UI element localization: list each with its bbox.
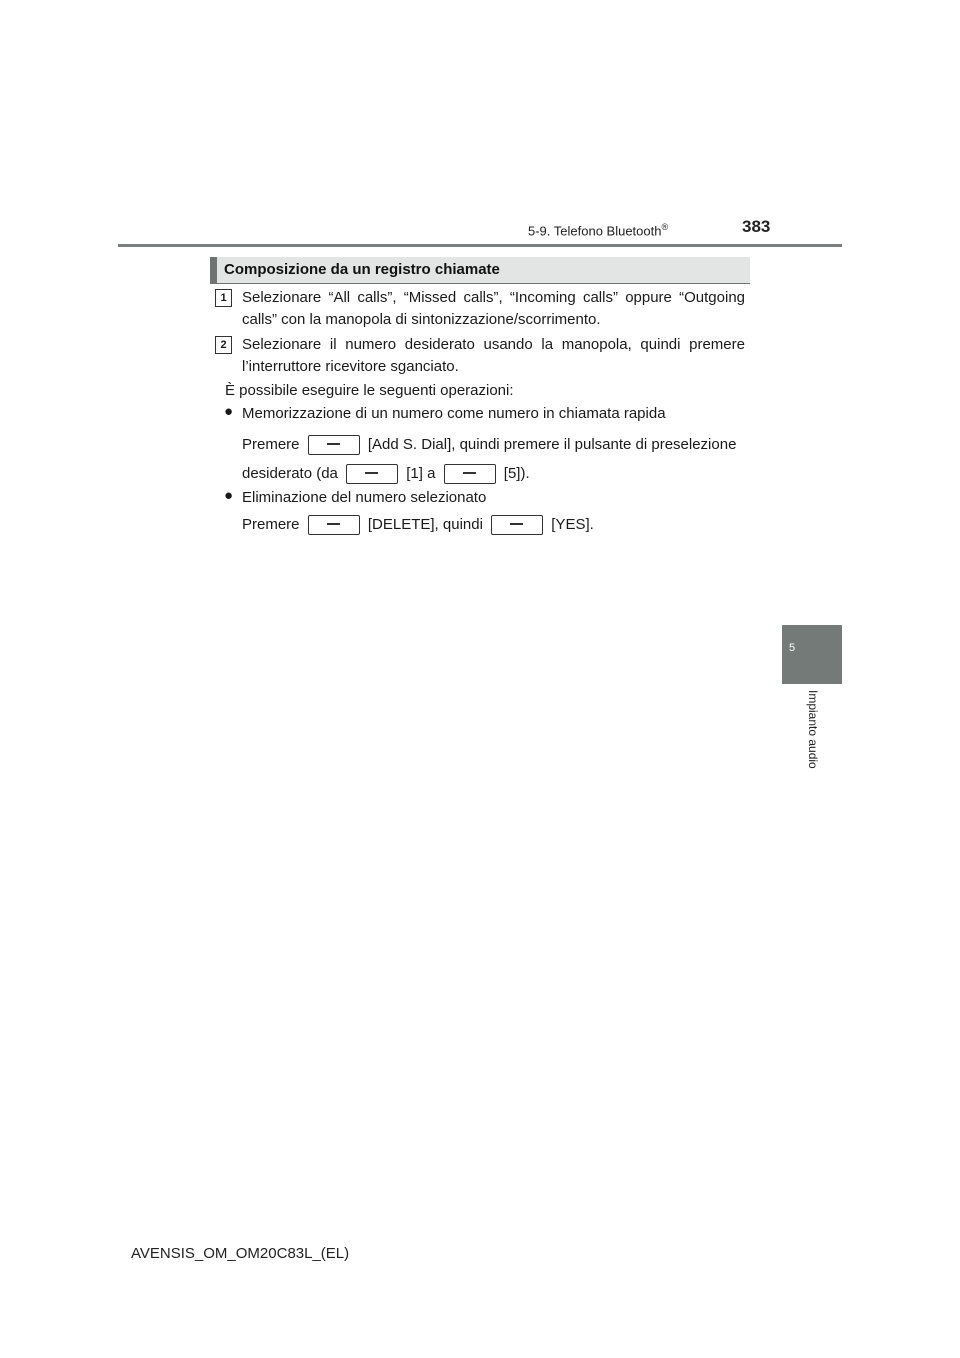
step-number-1: 1 [215,289,232,307]
step-text-1: Selezionare “All calls”, “Missed calls”, “Incoming calls” oppure “Outgoing calls” con la manopola di sintonizzazione/scorrimento. [242,289,745,328]
section-heading-accent [210,257,217,284]
chapter-tab [782,625,842,684]
instruction-text: [Add S. Dial], quindi premere il pulsante di preselezione [367,436,737,453]
step-text-2: Selezionare il numero desiderato usando la manopola, quindi premere l’interruttore ricevitore sganciato. [242,336,745,375]
bullet-title-1: Memorizzazione di un numero come numero in chiamata rapida [242,405,666,422]
instruction-text: Premere [242,436,300,453]
button-icon [444,464,496,484]
button-icon [308,515,360,535]
button-icon [491,515,543,535]
instruction-text: [DELETE], quindi [367,516,483,533]
instruction-text: [1] a [406,465,436,482]
chapter-number: 5 [788,642,796,654]
instruction-text: [YES]. [551,516,594,533]
instruction-text: desiderato (da [242,465,338,482]
section-title: Composizione da un registro chiamate [224,261,500,278]
intro-text: È possibile eseguire le seguenti operazioni: [225,382,514,399]
page-number: 383 [742,217,771,236]
bullet-title-2: Eliminazione del numero selezionato [242,489,487,506]
section-label: 5-9. Telefono Bluetooth [528,223,662,239]
instruction-text: Premere [242,516,300,533]
step-number-2: 2 [215,336,232,354]
instruction-line [242,434,736,456]
button-icon [308,435,360,455]
instruction-text: [5]). [503,465,530,482]
registered-mark: ® [661,222,669,232]
header-rule [118,244,842,247]
footer-doc-code: AVENSIS_OM_OM20C83L_(EL) [131,1245,350,1262]
chapter-label: Impianto audio [806,690,820,769]
running-header-section [528,222,668,238]
button-icon [346,464,398,484]
bullet-icon: ● [224,487,234,504]
bullet-icon: ● [224,403,234,420]
instruction-line [242,463,530,485]
instruction-line [242,514,594,536]
